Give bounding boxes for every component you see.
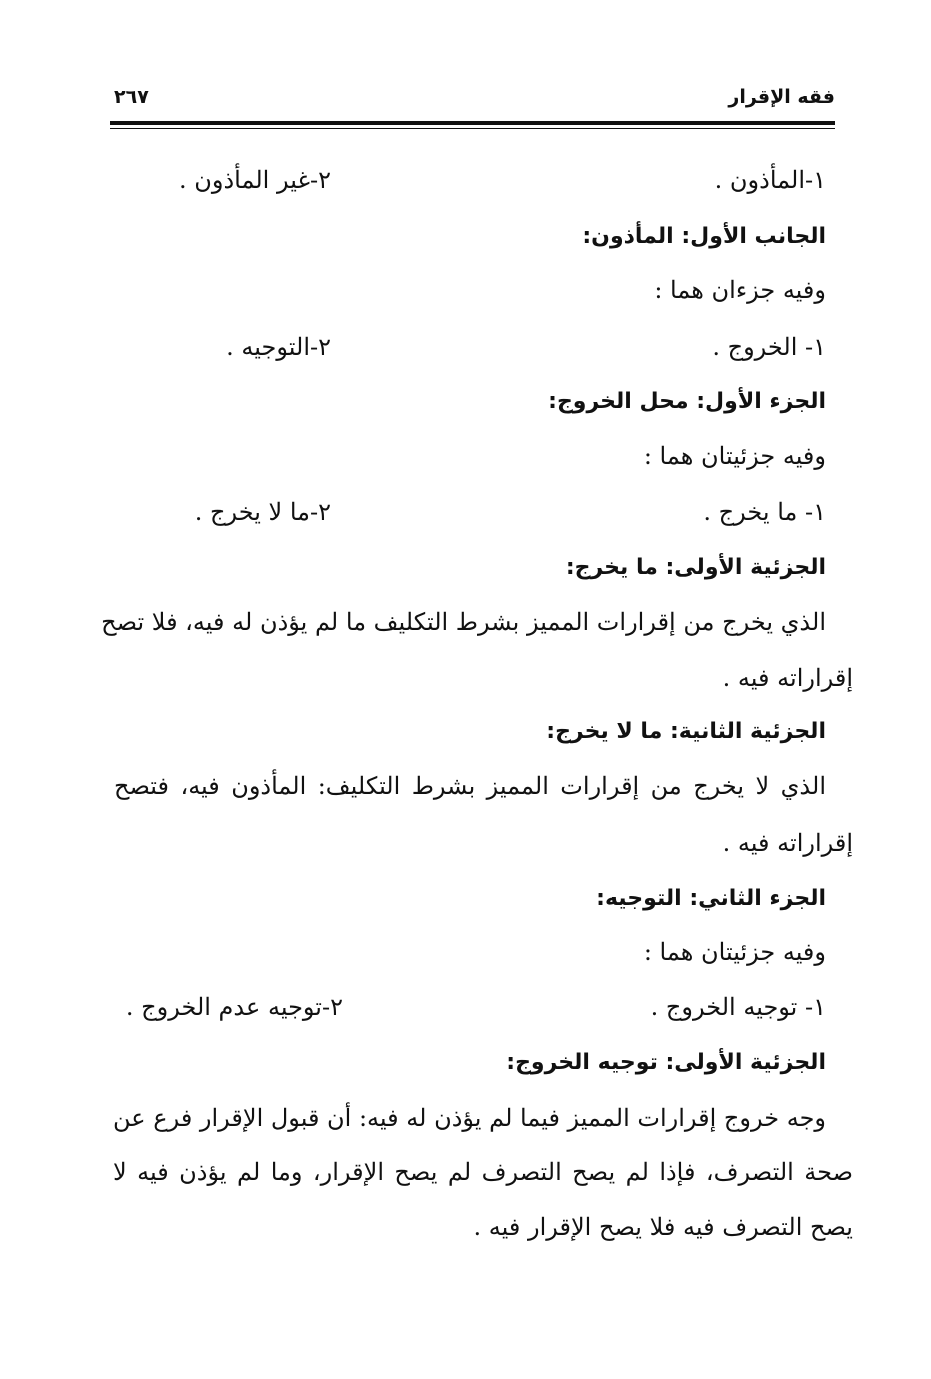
paragraph-line: وفيه جزءان هما : <box>654 276 826 304</box>
list-item-right: ١- توجيه الخروج . <box>650 993 826 1021</box>
list-item-right: ١-المأذون . <box>714 166 826 194</box>
list-item-right: ١- ما يخرج . <box>703 498 826 526</box>
paragraph-line: الذي يخرج من إقرارات المميز بشرط التكليف ما لم يؤذن له فيه، فلا تصح <box>101 608 826 636</box>
paragraph-line: وجه خروج إقرارات المميز فيما لم يؤذن له فيه: أن قبول الإقرار فرع عن <box>113 1104 826 1132</box>
section-heading: الجزئية الأولى: ما يخرج: <box>565 555 826 580</box>
header-rule-thin <box>110 128 835 129</box>
paragraph-line: صحة التصرف، فإذا لم يصح التصرف لم يصح الإقرار، وما لم يؤذن فيه لا <box>113 1158 853 1186</box>
section-heading: الجزء الأول: محل الخروج: <box>548 389 826 414</box>
header-rule-thick <box>110 121 835 125</box>
book-title: فقه الإقرار <box>728 86 835 108</box>
paragraph-line: وفيه جزئيتان هما : <box>643 442 826 470</box>
paragraph-line: وفيه جزئيتان هما : <box>643 938 826 966</box>
paragraph-line: يصح التصرف فيه فلا يصح الإقرار فيه . <box>473 1213 853 1241</box>
section-heading: الجزء الثاني: التوجيه: <box>596 886 826 911</box>
list-item-left: ٢-غير المأذون . <box>179 166 331 194</box>
section-heading: الجانب الأول: المأذون: <box>582 224 826 249</box>
list-item-left: ٢-توجيه عدم الخروج . <box>125 993 343 1021</box>
paragraph-line: إقراراته فيه . <box>722 829 853 857</box>
section-heading: الجزئية الأولى: توجيه الخروج: <box>506 1050 826 1075</box>
page-number: ٢٦٧ <box>114 86 149 108</box>
paragraph-line: الذي لا يخرج من إقرارات المميز بشرط التكليف: المأذون فيه، فتصح <box>114 772 826 800</box>
section-heading: الجزئية الثانية: ما لا يخرج: <box>546 719 826 744</box>
paragraph-line: إقراراته فيه . <box>722 664 853 692</box>
list-item-right: ١- الخروج . <box>712 333 826 361</box>
running-header <box>110 86 835 120</box>
list-item-left: ٢-التوجيه . <box>226 333 331 361</box>
list-item-left: ٢-ما لا يخرج . <box>194 498 331 526</box>
